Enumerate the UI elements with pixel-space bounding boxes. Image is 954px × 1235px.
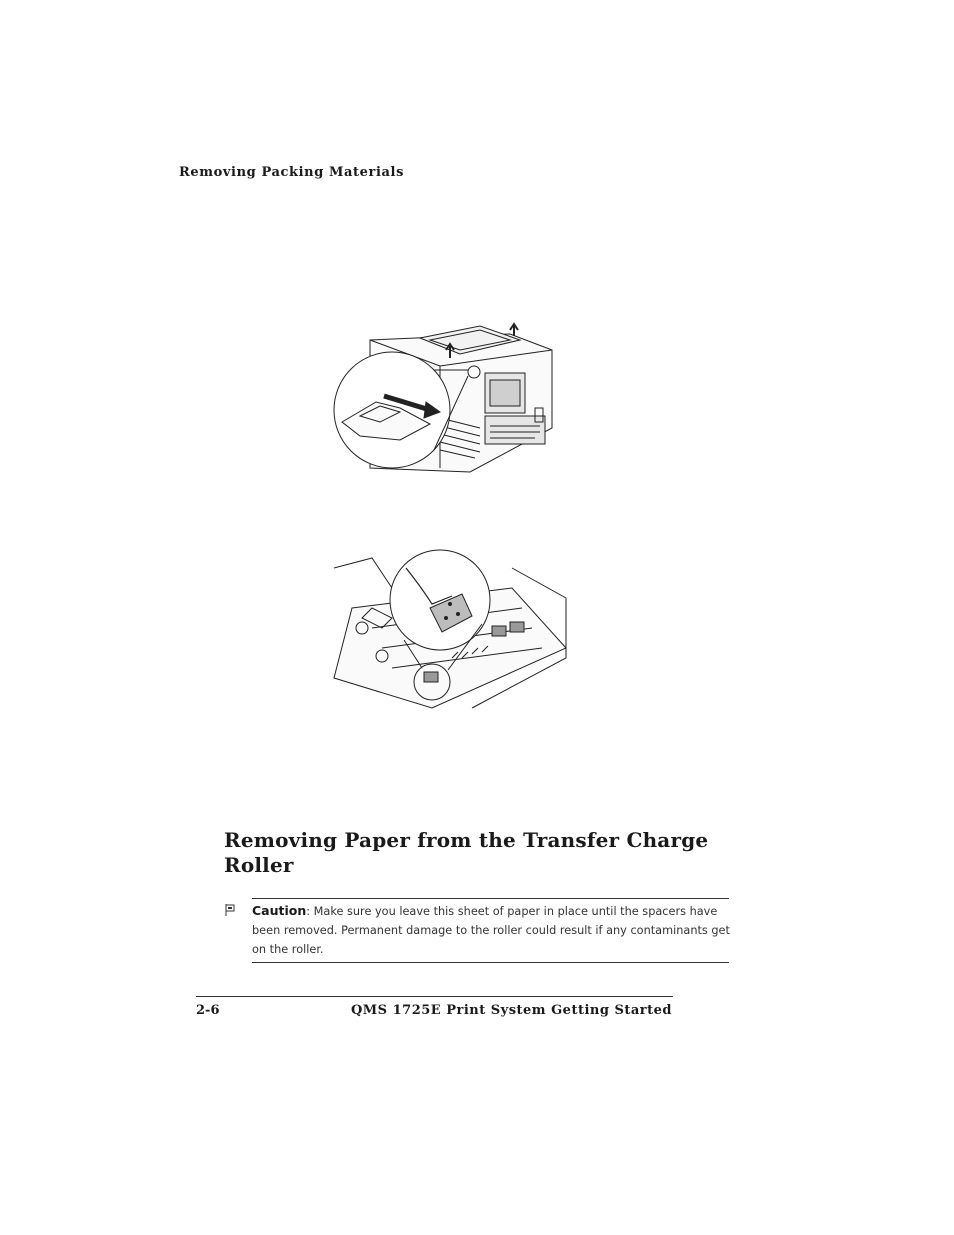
flag-icon [224, 903, 236, 917]
running-head: Removing Packing Materials [179, 165, 404, 180]
caution-body: : Make sure you leave this sheet of paper in place until the spacers have been removed. Permanent damage to the roller could result if any contaminants get on the roller. [252, 905, 730, 956]
caution-rule-bottom [252, 962, 729, 963]
page-number: 2-6 [196, 1003, 220, 1018]
footer-title: QMS 1725E Print System Getting Started [350, 1003, 672, 1018]
printer-packing-illustration [330, 318, 556, 498]
caution-label: Caution [252, 903, 307, 918]
footer-rule [196, 996, 673, 997]
caution-note [252, 901, 732, 959]
section-title: Removing Paper from the Transfer Charge Roller [224, 828, 709, 877]
caution-rule-top [252, 898, 729, 899]
roller-spacer-illustration [332, 548, 568, 710]
